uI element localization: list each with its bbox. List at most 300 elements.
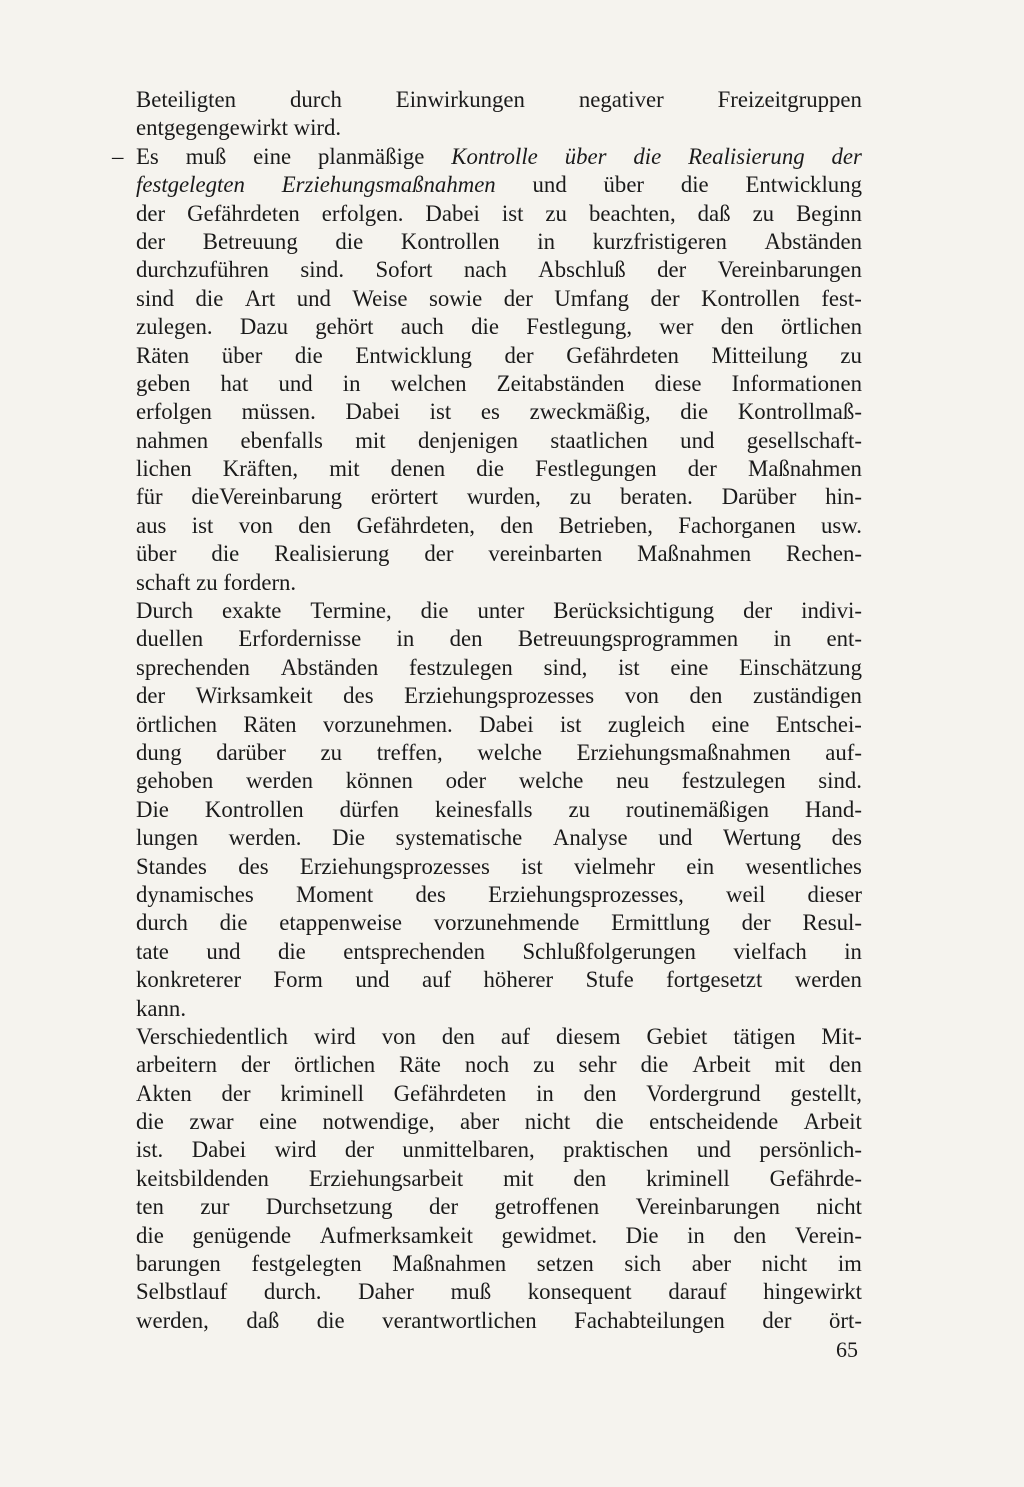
text-word: konkreterer bbox=[136, 967, 242, 993]
text-word: über bbox=[603, 172, 645, 198]
text-word: den bbox=[298, 512, 332, 538]
text-word: indivi- bbox=[801, 598, 862, 624]
text-word: welche bbox=[518, 768, 584, 794]
text-word: sind, bbox=[543, 654, 588, 680]
text-line bbox=[136, 739, 862, 767]
text-line bbox=[136, 1108, 862, 1136]
text-word: und bbox=[680, 427, 715, 453]
text-word: durchzuführen bbox=[136, 257, 269, 283]
text-word: beraten. bbox=[620, 484, 693, 510]
text-word: aber bbox=[460, 1109, 500, 1135]
text-word: tate bbox=[136, 938, 169, 964]
text-word: werden bbox=[794, 967, 862, 993]
text-word: arbeitern bbox=[136, 1052, 218, 1078]
text-word: den bbox=[828, 1052, 862, 1078]
text-word: Dabei bbox=[345, 399, 400, 425]
text-word: persönlich- bbox=[759, 1137, 862, 1163]
text-word: örtlichen bbox=[136, 711, 218, 737]
text-word: vereinbarten bbox=[488, 541, 603, 567]
text-segment: schaft zu fordern. bbox=[136, 569, 297, 595]
text-word: auf- bbox=[825, 739, 862, 765]
text-word: und bbox=[296, 285, 331, 311]
text-line bbox=[136, 597, 862, 625]
text-word: der bbox=[344, 1137, 374, 1163]
text-word: Kontrollmaß- bbox=[737, 399, 862, 425]
text-word: Informationen bbox=[731, 370, 862, 396]
text-word: erörtert bbox=[370, 484, 438, 510]
text-word: auf bbox=[421, 967, 452, 993]
text-word: systematische bbox=[395, 825, 523, 851]
text-word: staatlichen bbox=[550, 427, 648, 453]
text-word: Akten bbox=[136, 1080, 192, 1106]
text-word: den bbox=[720, 314, 754, 340]
text-word: Räten bbox=[136, 342, 190, 368]
text-word: Analyse bbox=[552, 825, 628, 851]
text-word: dieVereinbarung bbox=[191, 484, 343, 510]
text-word: zwar bbox=[189, 1109, 234, 1135]
text-word: vielmehr bbox=[573, 853, 655, 879]
text-word: sowie bbox=[429, 285, 483, 311]
text-word: Durch bbox=[136, 598, 193, 624]
text-word: dynamisches bbox=[136, 881, 254, 907]
text-word: ist bbox=[191, 512, 214, 538]
text-word: Dazu bbox=[239, 314, 288, 340]
text-word: eine bbox=[259, 1109, 298, 1135]
text-word: muß bbox=[450, 1279, 492, 1305]
text-word: wird bbox=[313, 1023, 356, 1049]
text-word: sich bbox=[624, 1251, 662, 1277]
text-word: Arbeit bbox=[692, 1052, 751, 1078]
text-word: die bbox=[195, 285, 224, 311]
text-word: zugleich bbox=[607, 711, 686, 737]
text-word: kurzfristigeren bbox=[592, 228, 727, 254]
text-word: festgelegten bbox=[251, 1251, 362, 1277]
text-word: Gefährdeten bbox=[566, 342, 679, 368]
text-word: ist bbox=[521, 853, 543, 879]
text-word: des bbox=[415, 881, 446, 907]
text-word: Durchsetzung bbox=[265, 1194, 393, 1220]
text-word: die bbox=[211, 541, 240, 567]
text-word: der bbox=[650, 285, 680, 311]
text-word: zweckmäßig, bbox=[529, 399, 651, 425]
text-word: ört- bbox=[829, 1307, 862, 1333]
text-word: keinesfalls bbox=[435, 796, 533, 822]
text-word: getroffenen bbox=[494, 1194, 600, 1220]
text-word: in bbox=[536, 1080, 554, 1106]
text-word: Wirksamkeit bbox=[195, 683, 313, 709]
text-word: lichen bbox=[136, 456, 192, 482]
text-word: Form bbox=[273, 967, 323, 993]
text-word: Räten bbox=[243, 711, 297, 737]
text-word: Verein- bbox=[794, 1222, 862, 1248]
text-word: festgelegten bbox=[136, 172, 245, 198]
text-word: Festlegungen bbox=[535, 456, 657, 482]
text-word: vorzunehmen. bbox=[322, 711, 453, 737]
text-word: die bbox=[277, 938, 306, 964]
text-word: Fachabteilungen bbox=[574, 1307, 725, 1333]
text-line bbox=[136, 1307, 862, 1335]
text-word: genügende bbox=[192, 1222, 292, 1248]
text-word: wurden, bbox=[466, 484, 541, 510]
text-line bbox=[136, 1023, 862, 1051]
text-word: Abständen bbox=[280, 654, 379, 680]
text-word: sprechenden bbox=[136, 654, 250, 680]
text-word: den bbox=[573, 1165, 607, 1191]
text-word: darüber bbox=[216, 739, 286, 765]
text-line bbox=[136, 370, 862, 398]
text-line bbox=[136, 767, 862, 795]
text-word: und bbox=[696, 1137, 731, 1163]
text-word: Abschluß bbox=[538, 257, 626, 283]
text-word: hin- bbox=[825, 484, 862, 510]
text-word: Entwicklung bbox=[745, 172, 862, 198]
text-word: werden, bbox=[136, 1307, 209, 1333]
text-word: Entwicklung bbox=[355, 342, 472, 368]
text-word: Berücksichtigung bbox=[553, 598, 715, 624]
text-word: in bbox=[844, 938, 862, 964]
text-word: Erfordernisse bbox=[238, 626, 362, 652]
text-word: Vereinbarungen bbox=[635, 1194, 780, 1220]
text-word: auch bbox=[400, 314, 444, 340]
text-word: der bbox=[136, 200, 166, 226]
text-word: zu bbox=[568, 796, 590, 822]
text-line bbox=[136, 711, 862, 739]
text-word: örtlichen bbox=[780, 314, 862, 340]
text-word: Schlußfolgerungen bbox=[522, 938, 696, 964]
text-word: des bbox=[238, 853, 269, 879]
text-word: praktischen bbox=[563, 1137, 669, 1163]
text-word: gehört bbox=[315, 314, 374, 340]
text-line bbox=[136, 143, 862, 171]
text-word: hingewirkt bbox=[763, 1279, 862, 1305]
text-line bbox=[136, 625, 862, 653]
text-word: zuständigen bbox=[753, 683, 862, 709]
text-word: der bbox=[762, 1307, 792, 1333]
text-word: Erziehungsmaßnahmen bbox=[576, 739, 791, 765]
text-word: unter bbox=[477, 598, 525, 624]
text-word: Erziehungsprozesses, bbox=[488, 881, 684, 907]
text-word: verantwortlichen bbox=[382, 1307, 537, 1333]
text-word: der bbox=[221, 1080, 251, 1106]
text-word: hat bbox=[220, 370, 249, 396]
text-word: wird bbox=[274, 1137, 317, 1163]
text-word: Erziehungsprozesses bbox=[299, 853, 490, 879]
text-word: denjenigen bbox=[417, 427, 518, 453]
text-word: festzulegen bbox=[681, 768, 786, 794]
text-word: Zeitabständen bbox=[496, 370, 625, 396]
text-word: Kontrolle bbox=[451, 143, 538, 169]
text-word: ist bbox=[559, 711, 582, 737]
text-word: denen bbox=[390, 456, 446, 482]
text-word: routinemäßigen bbox=[625, 796, 769, 822]
text-line bbox=[136, 256, 862, 284]
text-word: Termine, bbox=[310, 598, 392, 624]
text-word: die bbox=[633, 143, 662, 169]
text-word: beachten, bbox=[588, 200, 676, 226]
text-line bbox=[136, 200, 862, 228]
text-word: die bbox=[471, 314, 499, 340]
text-word: geben bbox=[136, 370, 191, 396]
text-word: eine bbox=[711, 711, 750, 737]
text-word: welche bbox=[477, 739, 542, 765]
text-word: ist bbox=[501, 200, 524, 226]
text-word: gehoben bbox=[136, 768, 214, 794]
text-word: noch bbox=[464, 1052, 510, 1078]
text-word: Beginn bbox=[796, 200, 862, 226]
text-word: Dabei bbox=[191, 1137, 247, 1163]
text-word: exakte bbox=[221, 598, 282, 624]
text-line bbox=[136, 228, 862, 256]
text-word: im bbox=[837, 1251, 862, 1277]
text-word: Gefährdeten bbox=[187, 200, 300, 226]
text-word: lungen bbox=[136, 825, 199, 851]
text-word: die bbox=[640, 1052, 669, 1078]
text-word: negativer bbox=[578, 87, 664, 112]
text-word: Gefährdeten bbox=[393, 1080, 507, 1106]
text-word: aber bbox=[691, 1251, 731, 1277]
text-word: Kräften, bbox=[222, 456, 299, 482]
text-word: und bbox=[355, 967, 390, 993]
text-word: tätigen bbox=[733, 1023, 796, 1049]
text-word: zu bbox=[752, 200, 775, 226]
text-word: auf bbox=[500, 1023, 530, 1049]
text-word: Erziehungsprozesses bbox=[404, 683, 595, 709]
text-word: zulegen. bbox=[136, 314, 213, 340]
text-word: höherer bbox=[483, 967, 554, 993]
text-word: des bbox=[343, 683, 374, 709]
text-word: Freizeitgruppen bbox=[717, 87, 862, 112]
text-line bbox=[136, 824, 862, 852]
text-word: Gefährde- bbox=[769, 1165, 862, 1191]
text-word: oder bbox=[445, 768, 487, 794]
text-word: daß bbox=[246, 1307, 280, 1333]
text-word: notwendige, bbox=[322, 1109, 435, 1135]
text-word: ist bbox=[618, 654, 640, 680]
text-word: nicht bbox=[761, 1251, 808, 1277]
text-word: nicht bbox=[524, 1109, 571, 1135]
text-word: die bbox=[595, 1109, 624, 1135]
text-word: den bbox=[689, 683, 723, 709]
text-word: der bbox=[743, 598, 773, 624]
text-word: den bbox=[441, 1023, 475, 1049]
text-word: ist bbox=[429, 399, 452, 425]
text-word: vorzunehmende bbox=[433, 910, 580, 936]
text-word: Verschiedentlich bbox=[136, 1023, 288, 1049]
text-word: in bbox=[396, 626, 415, 652]
text-word: in bbox=[687, 1222, 705, 1248]
text-word: durch bbox=[289, 87, 342, 112]
text-word: Einwirkungen bbox=[395, 87, 525, 112]
text-word: Maßnahmen bbox=[747, 456, 862, 482]
text-word: kriminell bbox=[646, 1165, 730, 1191]
text-word: es bbox=[480, 399, 500, 425]
text-word: Weise bbox=[352, 285, 408, 311]
text-word: und bbox=[206, 938, 241, 964]
text-segment: kann. bbox=[136, 995, 187, 1021]
text-word: Realisierung bbox=[274, 541, 390, 567]
text-word: daß bbox=[697, 200, 731, 226]
text-word: die bbox=[335, 228, 364, 254]
text-word: der bbox=[136, 228, 166, 254]
text-word: über bbox=[221, 342, 263, 368]
text-word: setzen bbox=[536, 1251, 594, 1277]
text-word: vielfach bbox=[733, 938, 807, 964]
text-line bbox=[136, 512, 862, 540]
text-word: in bbox=[773, 626, 792, 652]
text-word: durch. bbox=[263, 1279, 322, 1305]
text-word: Betrieben, bbox=[558, 512, 653, 538]
text-word: Standes bbox=[136, 853, 207, 879]
text-word: der bbox=[687, 456, 717, 482]
text-word: entscheidende bbox=[649, 1109, 779, 1135]
text-word: von bbox=[381, 1023, 416, 1049]
text-word: in bbox=[342, 370, 361, 396]
text-word: Darüber bbox=[721, 484, 797, 510]
text-word: nach bbox=[463, 257, 507, 283]
text-word: Erziehungsarbeit bbox=[308, 1165, 464, 1191]
text-word: die bbox=[680, 172, 709, 198]
text-word: zur bbox=[200, 1194, 230, 1220]
text-word: über bbox=[136, 541, 177, 567]
text-word: des bbox=[831, 825, 862, 851]
text-word: fest- bbox=[821, 285, 862, 311]
text-word: Erziehungsmaßnahmen bbox=[281, 172, 496, 198]
text-word: der bbox=[240, 1052, 271, 1078]
text-word: Realisierung bbox=[688, 143, 805, 169]
text-word: Mitteilung bbox=[711, 342, 808, 368]
text-word: zu bbox=[840, 342, 862, 368]
text-word: Wertung bbox=[723, 825, 801, 851]
text-word: Sofort bbox=[375, 257, 433, 283]
text-word: Hand- bbox=[804, 796, 862, 822]
text-word: zu bbox=[320, 739, 343, 765]
text-word: muß bbox=[185, 143, 227, 169]
text-word: durch bbox=[136, 910, 188, 936]
text-line bbox=[136, 796, 862, 824]
text-line bbox=[136, 427, 862, 455]
text-word: entsprechenden bbox=[343, 938, 486, 964]
text-word: Dabei bbox=[479, 711, 534, 737]
text-word: sehr bbox=[578, 1052, 617, 1078]
text-word: werden. bbox=[228, 825, 302, 851]
text-line bbox=[136, 171, 862, 199]
text-word: können bbox=[345, 768, 413, 794]
text-word: Entschei- bbox=[775, 711, 862, 737]
text-word: Kontrollen bbox=[701, 285, 800, 311]
text-line bbox=[136, 342, 862, 370]
text-line bbox=[136, 966, 862, 994]
text-word: kriminell bbox=[280, 1080, 364, 1106]
text-line bbox=[136, 1250, 862, 1278]
text-word: Betreuungsprogrammen bbox=[517, 626, 739, 652]
text-line bbox=[136, 455, 862, 483]
text-word: Selbstlauf bbox=[136, 1279, 228, 1305]
text-word: sind. bbox=[300, 257, 345, 283]
text-word: wer bbox=[659, 314, 694, 340]
text-word: ent- bbox=[826, 626, 862, 652]
text-word: der bbox=[741, 910, 771, 936]
text-word: örtlichen bbox=[294, 1052, 376, 1078]
text-word: Die bbox=[332, 825, 366, 851]
text-word: diesem bbox=[555, 1023, 621, 1049]
text-word: den bbox=[583, 1080, 617, 1106]
text-word: von bbox=[238, 512, 273, 538]
text-word: die bbox=[219, 910, 248, 936]
text-word: der bbox=[503, 285, 533, 311]
text-line bbox=[136, 682, 862, 710]
text-word: eine bbox=[670, 654, 709, 680]
text-word: treffen, bbox=[376, 739, 443, 765]
text-word: diese bbox=[654, 370, 702, 396]
text-word: die bbox=[136, 1222, 164, 1248]
text-word: Fachorganen bbox=[678, 512, 796, 538]
text-word: die bbox=[316, 1307, 345, 1333]
text-word: festzulegen bbox=[409, 654, 513, 680]
text-word: Stufe bbox=[585, 967, 634, 993]
text-line bbox=[136, 114, 862, 142]
text-word: konsequent bbox=[527, 1279, 632, 1305]
text-word: etappenweise bbox=[279, 910, 403, 936]
text-line bbox=[136, 1222, 862, 1250]
text-word: Es bbox=[136, 143, 159, 169]
text-word: Die bbox=[136, 796, 169, 822]
text-word: Betreuung bbox=[202, 228, 298, 254]
text-word: Kontrollen bbox=[400, 228, 500, 254]
text-word: von bbox=[624, 683, 659, 709]
text-word: nicht bbox=[816, 1194, 862, 1220]
text-word: Gefährdeten, bbox=[356, 512, 475, 538]
text-word: Vereinbarungen bbox=[717, 257, 862, 283]
text-word: planmäßige bbox=[318, 143, 425, 169]
text-word: Gebiet bbox=[646, 1023, 708, 1049]
text-word: Art bbox=[244, 285, 276, 311]
body-text bbox=[136, 86, 862, 1335]
text-word: die bbox=[294, 342, 323, 368]
text-word: Beteiligten bbox=[136, 87, 237, 112]
text-word: der bbox=[424, 541, 454, 567]
text-word: Kontrollen bbox=[204, 796, 304, 822]
text-word: zu bbox=[545, 200, 567, 226]
text-line bbox=[136, 1278, 862, 1306]
text-word: und bbox=[278, 370, 313, 396]
page-number: 65 bbox=[836, 1337, 858, 1362]
text-word: mit bbox=[503, 1165, 534, 1191]
text-line bbox=[136, 938, 862, 966]
text-line bbox=[136, 1136, 862, 1164]
text-line bbox=[136, 398, 862, 426]
text-line bbox=[136, 1051, 862, 1079]
text-line bbox=[136, 1165, 862, 1193]
text-word: unmittelbaren, bbox=[402, 1137, 535, 1163]
text-word: werden bbox=[245, 768, 314, 794]
text-word: müssen. bbox=[241, 399, 316, 425]
text-line bbox=[136, 995, 862, 1023]
text-word: barungen bbox=[136, 1251, 221, 1277]
text-word: die bbox=[476, 456, 505, 482]
text-word: nahmen bbox=[136, 427, 209, 453]
text-word: erfolgen. bbox=[321, 200, 404, 226]
text-word: Abständen bbox=[764, 228, 862, 254]
text-word: sind. bbox=[818, 768, 862, 794]
text-word: mit bbox=[774, 1052, 806, 1078]
text-word: der bbox=[136, 683, 166, 709]
text-word: ten bbox=[136, 1194, 164, 1220]
text-word: keitsbildenden bbox=[136, 1165, 269, 1191]
text-line bbox=[136, 881, 862, 909]
text-word: für bbox=[136, 484, 163, 510]
text-word: Maßnahmen bbox=[637, 541, 752, 567]
text-word: sind bbox=[136, 285, 175, 311]
